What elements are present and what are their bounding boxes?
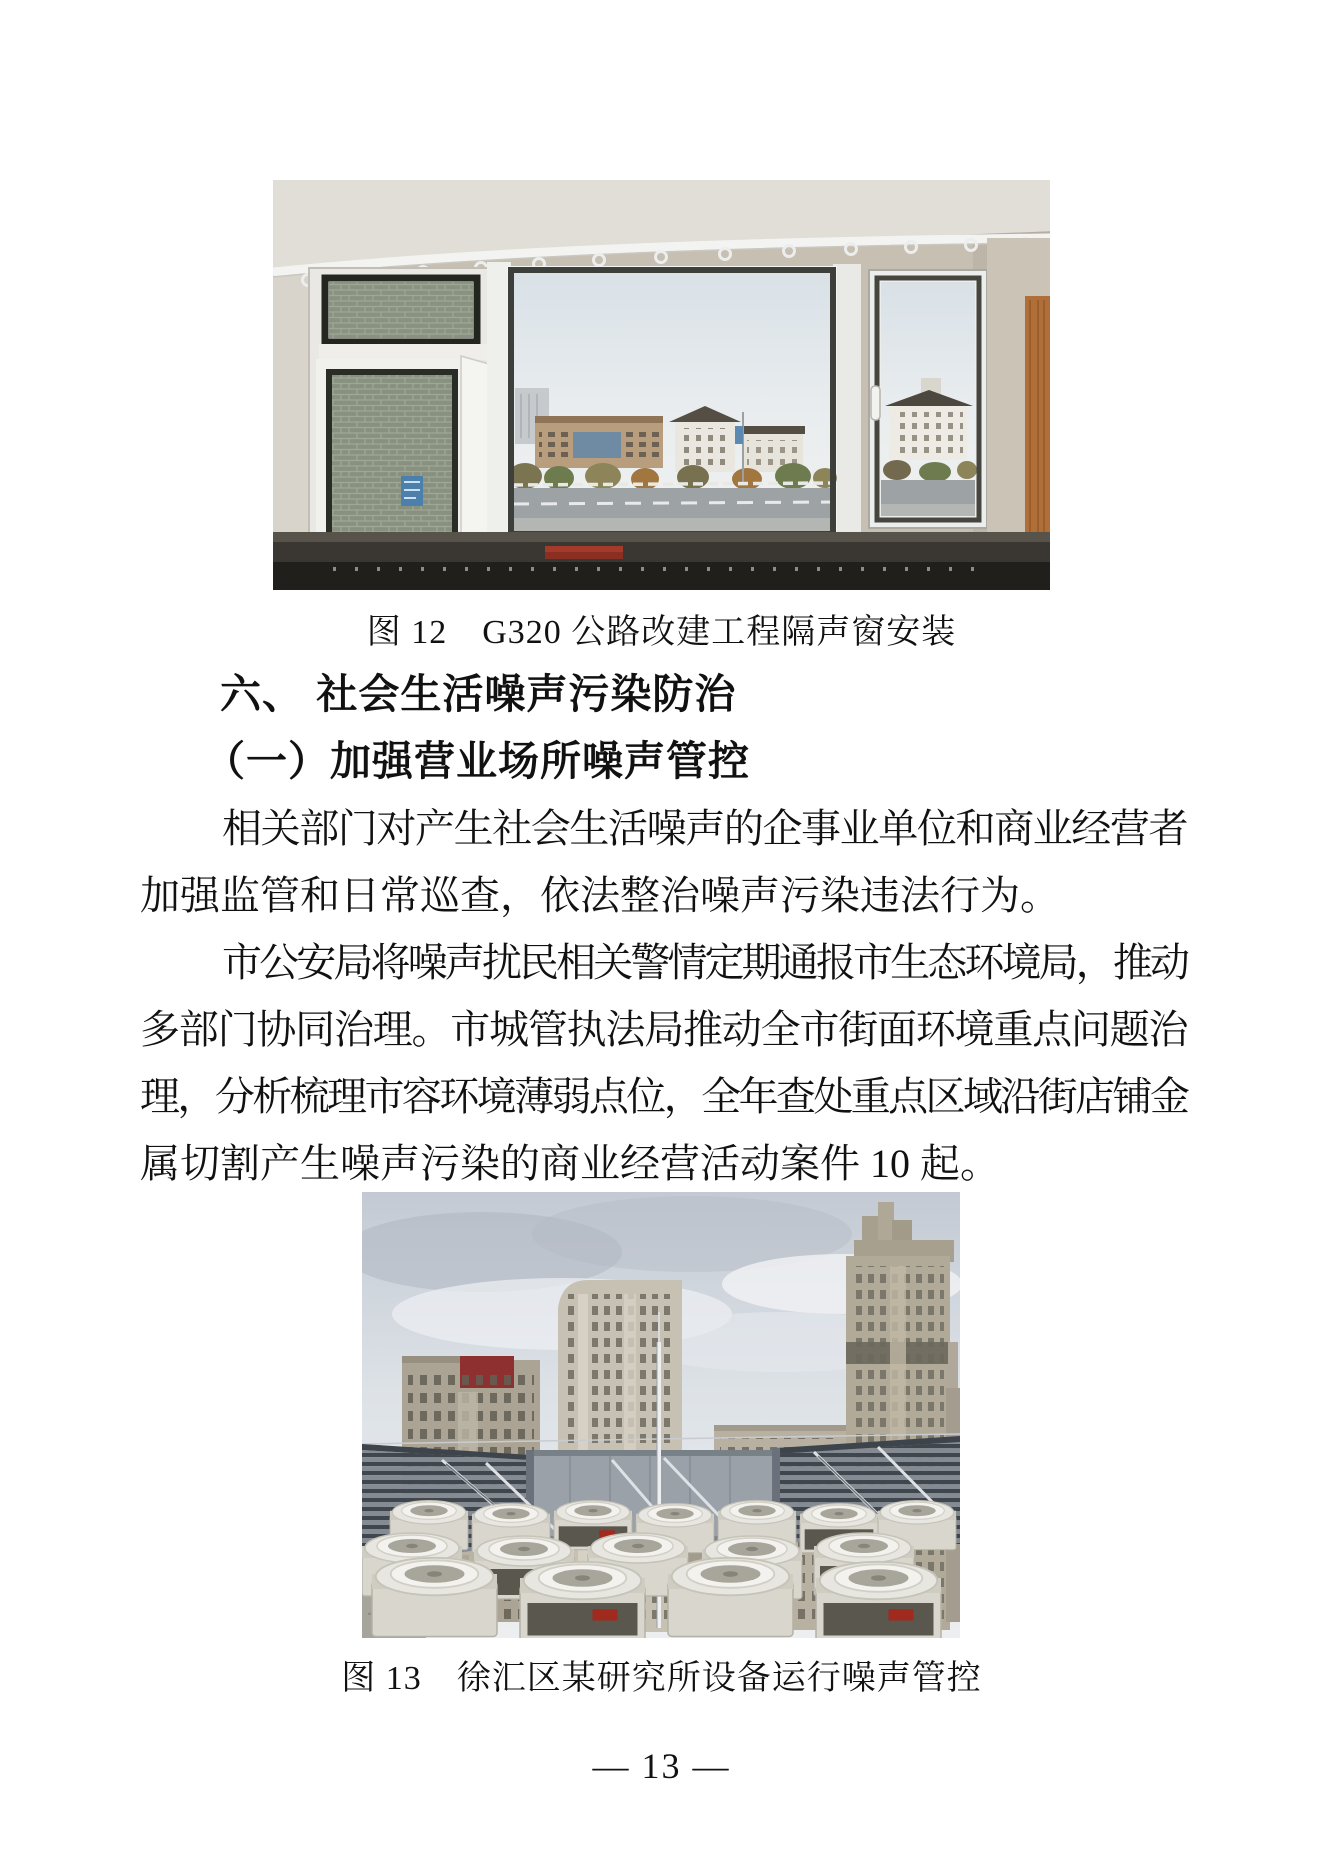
window-view-outdoors [508, 270, 837, 534]
road [511, 488, 833, 520]
window-handle [871, 386, 880, 420]
center-window [487, 262, 861, 544]
rooftop-photo-illustration [362, 1192, 960, 1638]
window-photo-illustration [273, 180, 1050, 590]
paragraph2-line4: 属切割产生噪声污染的商业经营活动案件 10 起。 [140, 1141, 1000, 1186]
figure12-caption: 图 12 G320 公路改建工程隔声窗安装 [366, 614, 957, 651]
open-sash-edge [461, 356, 489, 552]
window-sill [273, 532, 1050, 590]
paragraph2-line2: 多部门协同治理。市城管执法局推动全市街面环境重点问题治 [140, 1007, 1186, 1052]
paragraph1-line2: 加强监管和日常巡查，依法整治噪声污染违法行为。 [140, 873, 1060, 918]
paragraph2-line3: 理，分析梳理市容环境薄弱点位，全年查处重点区域沿街店铺金 [140, 1074, 1186, 1119]
right-window [869, 270, 987, 528]
figure13-caption: 图 13 徐汇区某研究所设备运行噪声管控 [341, 1660, 982, 1697]
section-heading: 六、 社会生活噪声污染防治 [220, 671, 737, 717]
paragraph2-line1: 市公安局将噪声扰民相关警情定期通报市生态环境局，推动 [222, 940, 1186, 985]
page-number: — 13 — [592, 1746, 731, 1786]
right-window-view [881, 282, 977, 516]
body-text-block [140, 661, 1186, 1197]
figure12-photo-soundproof-window [273, 180, 1050, 590]
figure13-photo-rooftop-equipment [362, 1192, 960, 1638]
section-subheading: （一）加强营业场所噪声管控 [204, 738, 750, 784]
paragraph1-line1: 相关部门对产生社会生活噪声的企事业单位和商业经营者 [222, 806, 1186, 851]
left-window-assembly [309, 268, 505, 552]
